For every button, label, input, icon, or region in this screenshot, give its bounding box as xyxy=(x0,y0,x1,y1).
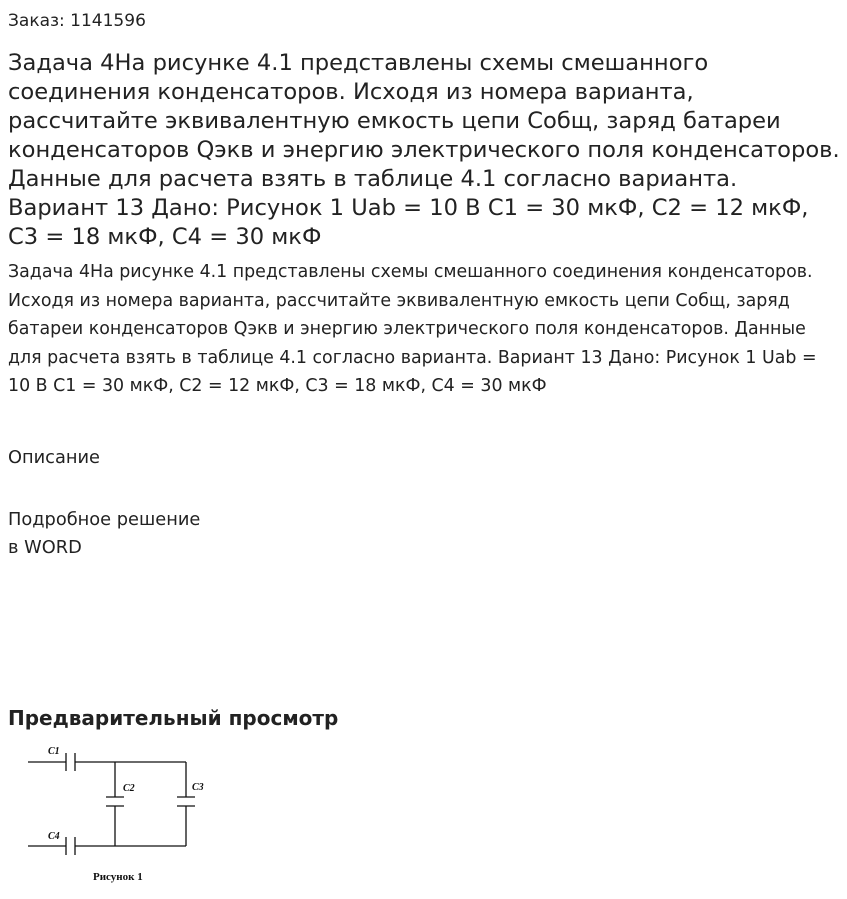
solution-format-label: в WORD xyxy=(8,537,82,558)
preview-heading: Предварительный просмотр xyxy=(8,706,339,730)
circuit-preview-image xyxy=(20,740,220,890)
description-label: Описание xyxy=(8,447,100,468)
task-title: Задача 4На рисунке 4.1 представлены схемы смешанного соединения конденсаторов. Исходя из номера варианта, рассчитайте эквивалентную емкость цепи Собщ, заряд батареи конденсаторов Qэкв и энергию электрического поля конденсаторов. Данные для расчета взять в таблице 4.1 согласно варианта. Вариант 13 Дано: Рисунок 1 Uab = 10 В C1 = 30 мкФ, C2 = 12 мкФ, C3 = 18 мкФ, C4 = 30 мкФ xyxy=(8,50,840,250)
figure-caption: Рисунок 1 xyxy=(93,871,143,883)
solution-label: Подробное решение xyxy=(8,509,201,530)
circuit-diagram xyxy=(20,740,220,890)
task-description: Задача 4На рисунке 4.1 представлены схемы смешанного соединения конденсаторов. Исходя из номера варианта, рассчитайте эквивалентную емкость цепи Собщ, заряд батареи конденсаторов Qэкв и энергию электрического поля конденсаторов. Данные для расчета взять в таблице 4.1 согласно варианта. Вариант 13 Дано: Рисунок 1 Uab = 10 В C1 = 30 мкФ, C2 = 12 мкФ, C3 = 18 мкФ, C4 = 30 мкФ xyxy=(8,262,817,397)
c1-label: C1 xyxy=(48,746,60,757)
c4-label: C4 xyxy=(48,831,60,842)
c2-label: C2 xyxy=(123,783,135,794)
c3-label: C3 xyxy=(192,782,204,793)
order-number: Заказ: 1141596 xyxy=(8,11,146,31)
